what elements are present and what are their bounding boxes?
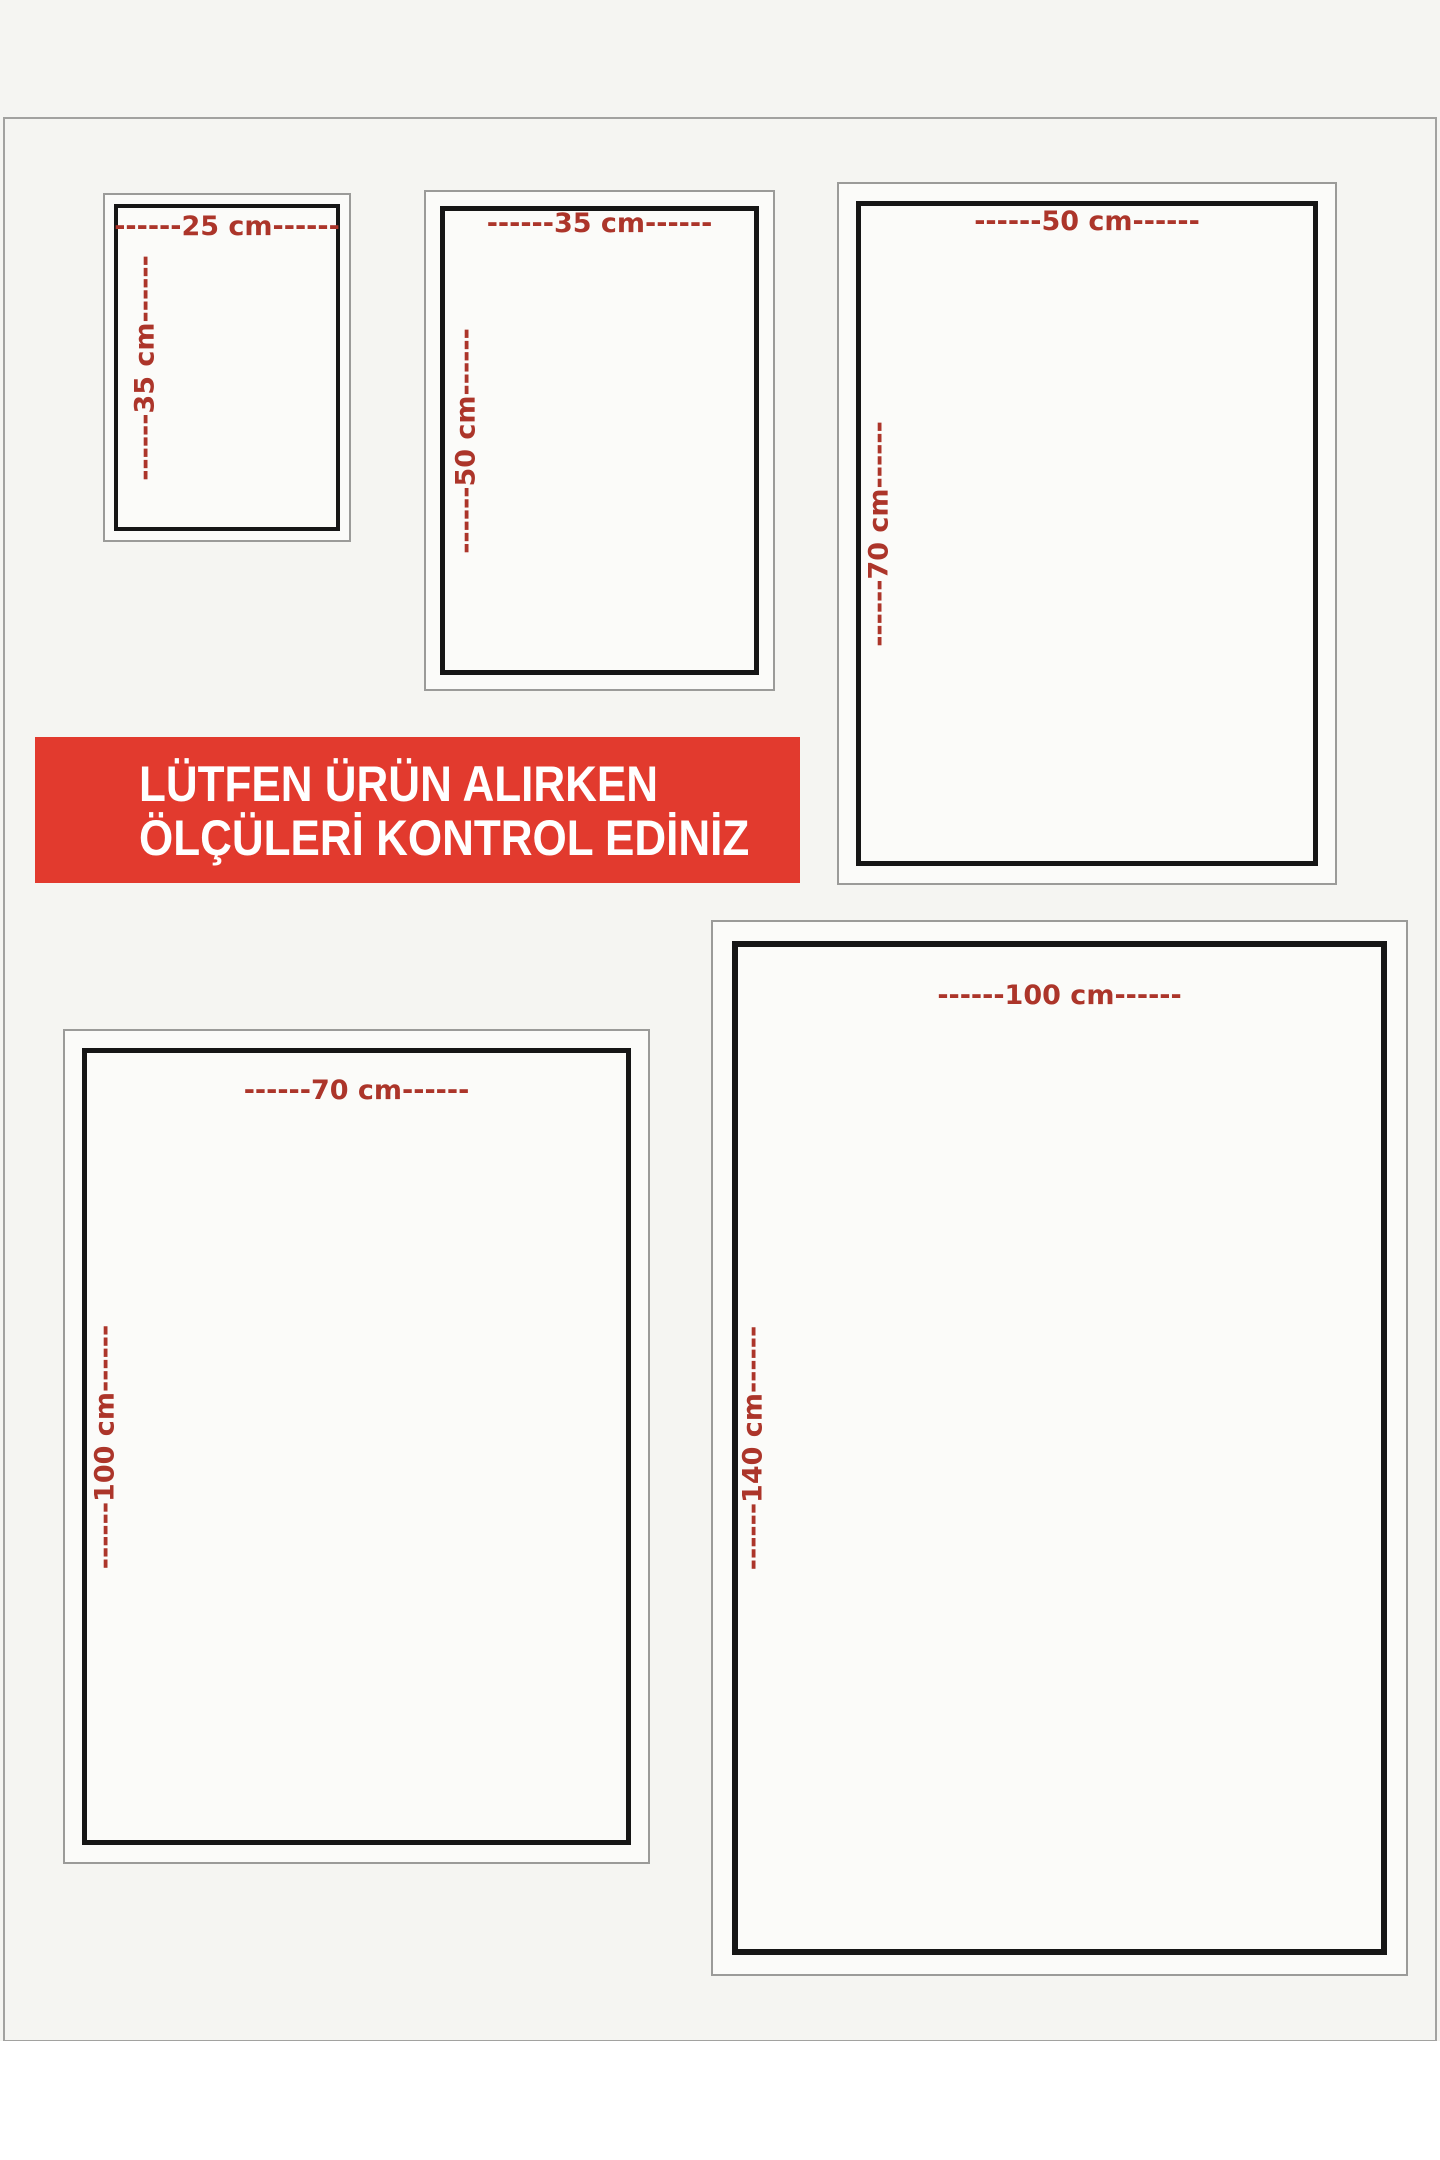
size-box-100x140-inner-border bbox=[732, 941, 1387, 1955]
width-dimension-label-35cm: ------35 cm------ bbox=[486, 208, 713, 239]
size-box-35x50-inner-border bbox=[440, 206, 759, 675]
height-dimension-label-140cm: ------140 cm------ bbox=[737, 1325, 769, 1571]
size-box-35x50 bbox=[424, 190, 775, 691]
width-dimension-label-50cm: ------50 cm------ bbox=[974, 206, 1200, 237]
width-dimension-label-100cm: ------100 cm------ bbox=[937, 980, 1182, 1011]
size-box-70x100 bbox=[63, 1029, 650, 1864]
size-box-100x140 bbox=[711, 920, 1408, 1976]
banner-text-line1: LÜTFEN ÜRÜN ALIRKEN bbox=[139, 756, 659, 812]
size-box-50x70 bbox=[837, 182, 1337, 885]
banner-text-line2: ÖLÇÜLERİ KONTROL EDİNİZ bbox=[139, 810, 750, 866]
height-dimension-label-50cm: ------50 cm------ bbox=[450, 327, 482, 554]
size-box-25x35 bbox=[103, 193, 351, 542]
width-dimension-label-25cm: ------25 cm------ bbox=[114, 211, 340, 242]
size-box-50x70-inner-border bbox=[856, 201, 1318, 866]
height-dimension-label-35cm: ------35 cm------ bbox=[129, 254, 161, 481]
height-dimension-label-70cm: ------70 cm------ bbox=[863, 420, 895, 647]
bottom-white-margin bbox=[0, 2041, 1440, 2160]
height-dimension-label-100cm: ------100 cm------ bbox=[89, 1324, 121, 1569]
width-dimension-label-70cm: ------70 cm------ bbox=[243, 1075, 470, 1106]
size-box-70x100-inner-border bbox=[82, 1048, 631, 1845]
size-warning-banner bbox=[35, 737, 800, 883]
